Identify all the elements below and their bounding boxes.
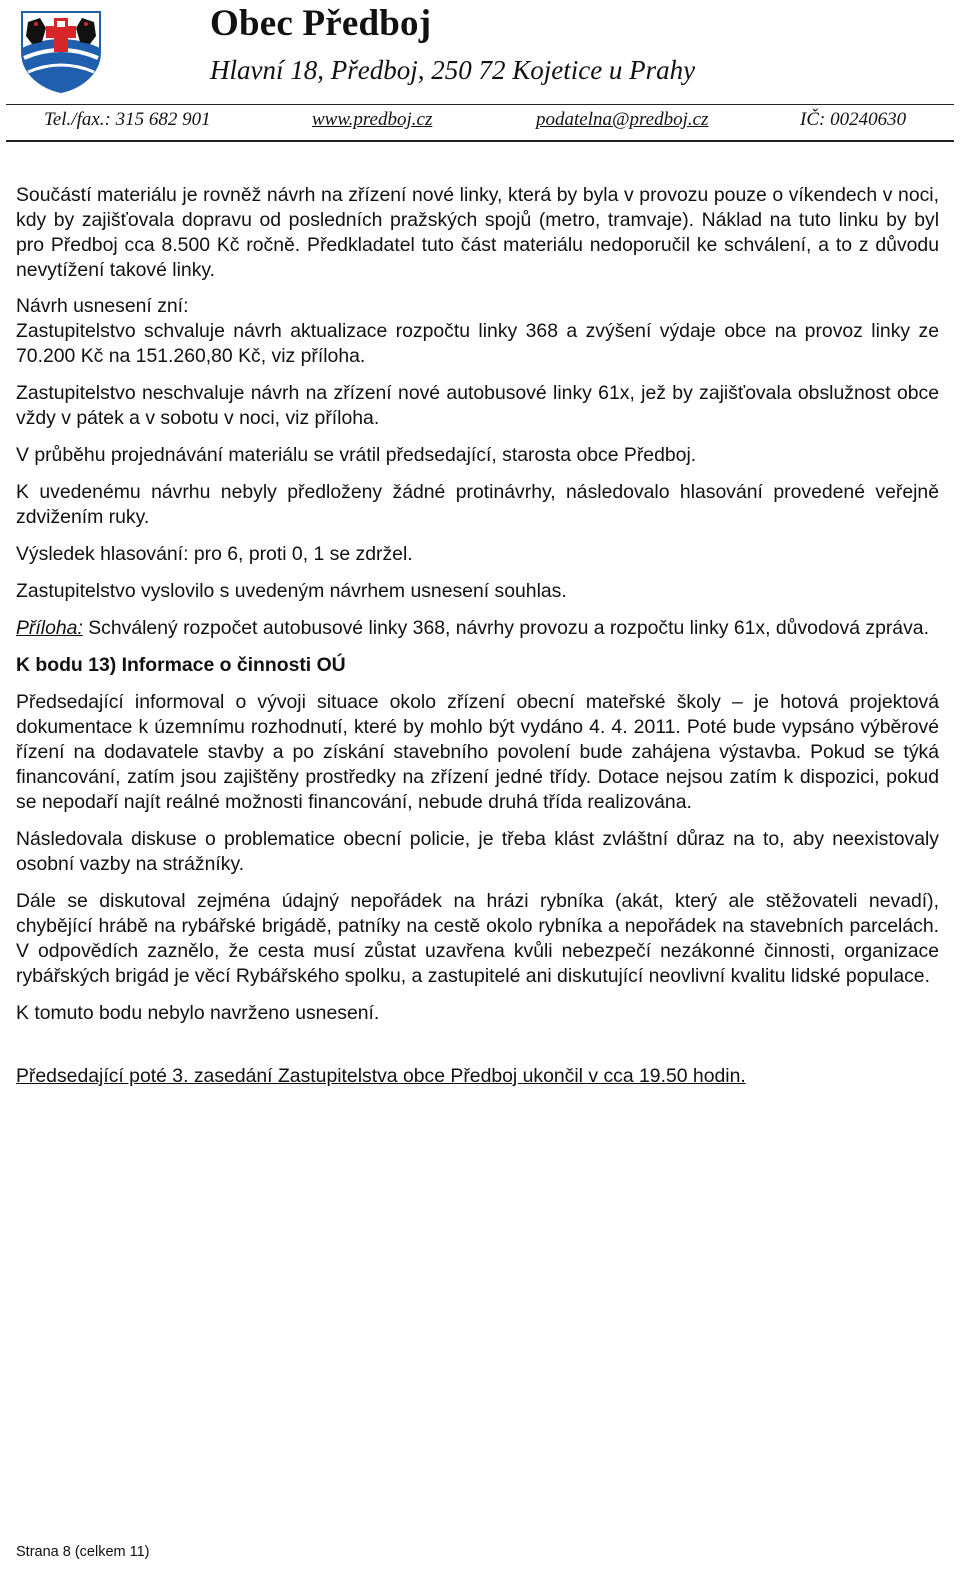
website-link[interactable]: www.predboj.cz [312, 109, 433, 130]
contact-bar [6, 106, 954, 134]
paragraph-closing [16, 1064, 939, 1089]
phone-fax: Tel./fax.: 315 682 901 [44, 109, 211, 130]
municipality-title: Obec Předboj [210, 3, 432, 44]
header-rule-bottom [6, 140, 954, 142]
company-id: IČ: 00240630 [800, 109, 907, 130]
paragraph-attachment [16, 616, 939, 641]
letterhead [0, 0, 960, 150]
attachment-label: Příloha: [16, 617, 83, 639]
paragraph-police: Následovala diskuse o problematice obecní policie, je třeba klást zvláštní důraz na to, aby neexistovaly osobní vazby na strážníky. [16, 828, 939, 875]
paragraph-pond-discussion: Dále se diskutoval zejména údajný nepořádek na hrázi rybníka (akát, který ale stěžovateli nevadí), chybějící hrábě na rybářské brigádě, patníky na cestě okolo rybníka a nepořádek na stavebních parcelách. V odpovědích zaznělo, že cesta musí zůstat uzavřena kvůli nebezpečí nezákonné činnosti, organizace rybářských brigád je věcí Rybářského spolku, a zastupitelé ani diskutující neovlivní kvalitu lidské populace. [16, 890, 939, 987]
paragraph-new-line-proposal: Součástí materiálu je rovněž návrh na zřízení nové linky, která by byla v provozu pouze o víkendech v noci, kdy by zajišťovala dopravu od posledních pražských spojů (metro, tramvaje). Náklad na tuto linku by byl pro Předboj cca 8.500 Kč ročně. Předkladatel tuto část materiálu nedoporučil ke schválení, a to z důvodu nevytížení takové linky. [16, 184, 939, 281]
document-body [16, 183, 939, 1101]
email-link[interactable]: podatelna@predboj.cz [536, 109, 709, 130]
page-number: Strana 8 (celkem 11) [16, 1544, 150, 1560]
coat-of-arms-logo [18, 8, 104, 94]
municipality-address: Hlavní 18, Předboj, 250 72 Kojetice u Prahy [210, 55, 696, 85]
paragraph-voting-procedure: K uvedenému návrhu nebyly předloženy žádné protinávrhy, následovalo hlasování provedené veřejně zdvižením ruky. [16, 481, 939, 528]
paragraph-chair-return: V průběhu projednávání materiálu se vrátil předsedající, starosta obce Předboj. [16, 444, 697, 466]
paragraph-kindergarten: Předsedající informoval o vývoji situace okolo zřízení obecní mateřské školy – je hotová projektová dokumentace k územnímu rozhodnutí, které by mohlo být vydáno 4. 4. 2011. Poté bude vypsáno výběrové řízení na dodavatele stavby a po získání stavebního povolení bude zahájena výstavba. Pokud se týká financování, zatím jsou zajištěny prostředky na zřízení jedné třídy. Dotace nejsou zatím k dispozici, pokud se nepodaří najít reálné možnosti financování, nebude druhá třída realizována. [16, 691, 939, 813]
section-heading: K bodu 13) Informace o činnosti OÚ [16, 654, 346, 676]
attachment-text: Schválený rozpočet autobusové linky 368, návrhy provozu a rozpočtu linky 61x, důvodová zpráva. [82, 617, 929, 639]
paragraph-vote-result: Výsledek hlasování: pro 6, proti 0, 1 se zdržel. [16, 543, 413, 565]
resolution-intro: Návrh usnesení zní: [16, 295, 189, 317]
paragraph-rejection: Zastupitelstvo neschvaluje návrh na zřízení nové autobusové linky 61x, jež by zajišťovala obslužnost obce vždy v pátek a v sobotu v noci, viz příloha. [16, 382, 939, 429]
closing-text: Předsedající poté 3. zasedání Zastupitelstva obce Předboj ukončil v cca 19.50 hodin. [16, 1065, 746, 1087]
resolution-text: Zastupitelstvo schvaluje návrh aktualizace rozpočtu linky 368 a zvýšení výdaje obce na provoz linky ze 70.200 Kč na 151.260,80 Kč, viz příloha. [16, 320, 939, 367]
paragraph-resolution-proposal [16, 294, 939, 369]
paragraph-approval: Zastupitelstvo vyslovilo s uvedeným návrhem usnesení souhlas. [16, 580, 567, 602]
header-rule-top [6, 104, 954, 105]
paragraph-no-resolution: K tomuto bodu nebylo navrženo usnesení. [16, 1002, 380, 1024]
